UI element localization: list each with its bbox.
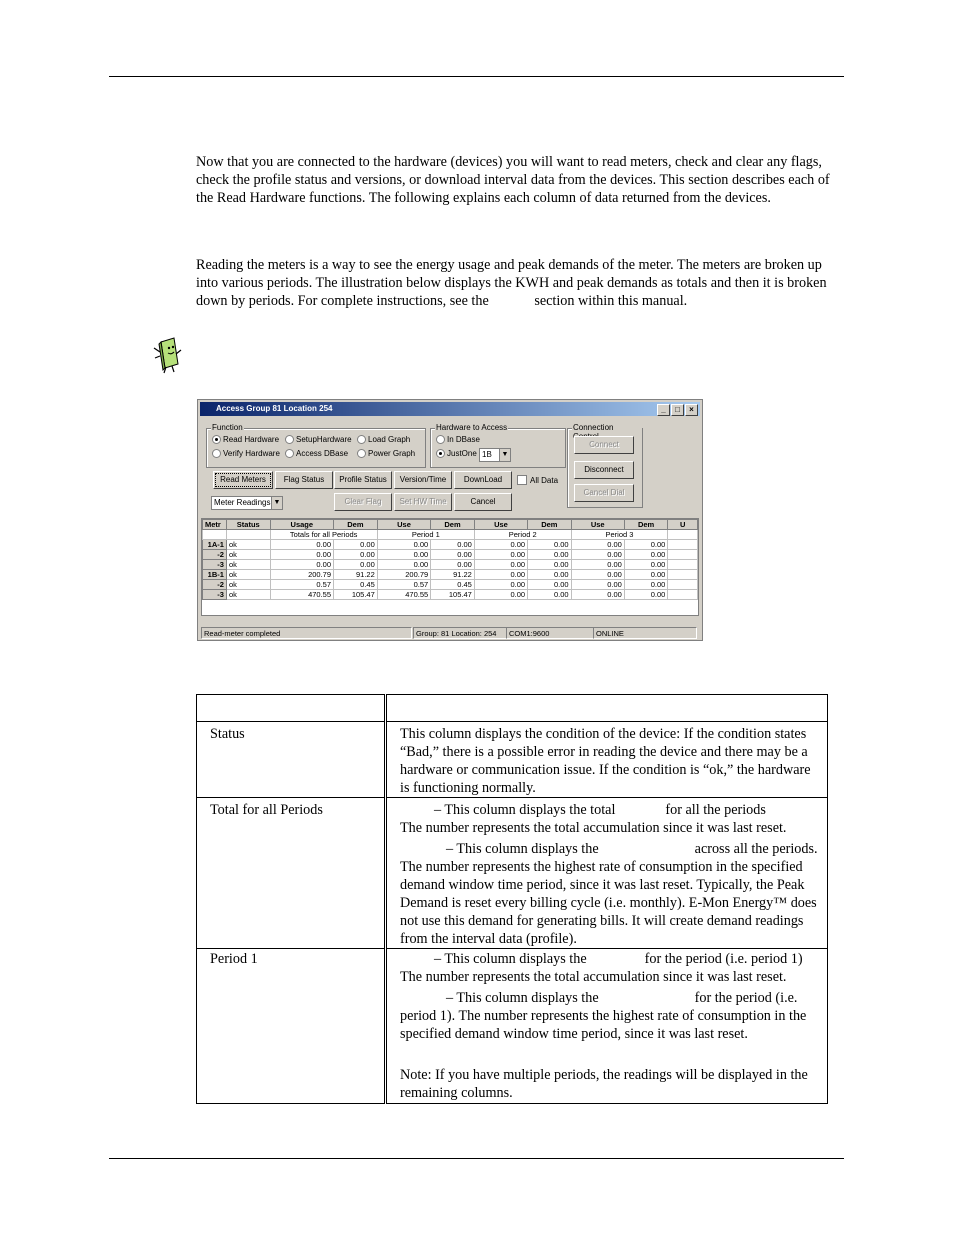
status-message: Read-meter completed xyxy=(201,627,412,639)
usage-cell: 0.00 xyxy=(474,560,527,570)
usage-cell: 0.00 xyxy=(474,570,527,580)
hardware-to-access-group: Hardware to Access In DBase JustOne 1B ▼ xyxy=(430,428,566,468)
usage-cell: 0.00 xyxy=(571,570,624,580)
status-cell: ok xyxy=(226,580,270,590)
read-meters-button[interactable]: Read Meters xyxy=(213,471,273,489)
column-description-table xyxy=(196,694,828,1104)
meter-readings-grid xyxy=(201,518,699,616)
maximize-icon[interactable]: □ xyxy=(671,404,684,416)
window-title: Access Group 81 Location 254 xyxy=(216,404,333,413)
status-cell: ok xyxy=(226,560,270,570)
demand-cell: 0.00 xyxy=(334,550,378,560)
grid-column-header[interactable]: U xyxy=(668,520,698,530)
demand-cell: 0.00 xyxy=(431,550,475,560)
usage-cell: 0.00 xyxy=(571,550,624,560)
usage-cell: 200.79 xyxy=(377,570,430,580)
overflow-cell xyxy=(668,540,698,550)
demand-cell: 0.00 xyxy=(528,570,572,580)
grid-data-row[interactable] xyxy=(203,550,698,560)
version-time-button[interactable]: Version/Time xyxy=(394,471,452,489)
view-select[interactable]: Meter Readings ▼ xyxy=(211,496,283,510)
demand-cell: 91.22 xyxy=(334,570,378,580)
table-row xyxy=(197,949,828,1104)
read-meters-paragraph: Reading the meters is a way to see the energy usage and peak demands of the meter. The meters are broken up into various periods. The illustration below displays the KWH and peak demands as totals and then it is broken down by periods. For complete instructions, see the section within this manual. xyxy=(196,257,827,309)
minimize-icon[interactable]: _ xyxy=(657,404,670,416)
period-3-subheader: Period 3 xyxy=(571,530,668,540)
usage-cell: 0.00 xyxy=(377,560,430,570)
row-description: – This column displays the total for all the periods The number represents the total accumulation since it was last reset. – This column displays the across all the periods. The number represents the highest rate of consumption in the specified demand window time period, since it was last reset. Typically, the Peak Demand is reset every billing cycle (i.e. monthly). E-Mon Energy™ does not use this demand for generating bills. It will create demand readings from the interval data (profile). xyxy=(386,798,828,949)
meter-id-cell: -2 xyxy=(203,580,227,590)
meter-id-cell: -2 xyxy=(203,550,227,560)
disconnect-button[interactable]: Disconnect xyxy=(574,461,634,479)
access-group-window xyxy=(197,399,703,641)
intro-paragraph: Now that you are connected to the hardware (devices) you will want to read meters, check and clear any flags, check the profile status and versions, or download interval data from the devices. This section describes each of the Read Hardware functions. The following explains each column of data returned from the devices. xyxy=(196,154,830,206)
demand-cell: 0.00 xyxy=(528,560,572,570)
all-data-checkbox[interactable]: All Data xyxy=(517,475,558,485)
demand-cell: 0.00 xyxy=(334,560,378,570)
demand-cell: 0.00 xyxy=(528,550,572,560)
row-description: – This column displays the for the period (i.e. period 1) The number represents the total accumulation since it was last reset. – This column displays the for the period (i.e. period 1). The number represents the highest rate of consumption in the specified demand window time period, since it was last reset. Note: If you have multiple periods, the readings will be displayed in the remaining columns. xyxy=(386,949,828,1104)
status-bar xyxy=(201,627,699,638)
grid-subheader-row xyxy=(203,530,698,540)
connection-control-group: Connection Connect Disconnect Cancel Dial xyxy=(567,428,643,508)
radio-load-graph[interactable]: Load Graph xyxy=(357,435,410,444)
grid-column-header[interactable]: Status xyxy=(226,520,270,530)
demand-cell: 0.00 xyxy=(431,560,475,570)
radio-access-dbase[interactable]: Access DBase xyxy=(285,449,348,458)
usage-cell: 200.79 xyxy=(270,570,333,580)
demand-cell: 0.00 xyxy=(624,590,668,600)
just-one-select[interactable]: 1B ▼ xyxy=(479,448,511,462)
demand-cell: 0.00 xyxy=(624,580,668,590)
flag-status-button[interactable]: Flag Status xyxy=(275,471,333,489)
window-titlebar xyxy=(200,402,700,416)
grid-data-row[interactable] xyxy=(203,540,698,550)
period-2-subheader: Period 2 xyxy=(474,530,571,540)
demand-cell: 0.00 xyxy=(624,570,668,580)
grid-column-header[interactable]: Use xyxy=(571,520,624,530)
overflow-cell xyxy=(668,550,698,560)
grid-header-row xyxy=(203,520,698,530)
status-com-port: COM1:9600 xyxy=(506,627,594,639)
radio-setup-hardware[interactable]: SetupHardware xyxy=(285,435,352,444)
radio-in-dbase[interactable]: In DBase xyxy=(436,435,480,444)
radio-just-one[interactable]: JustOne xyxy=(436,449,477,458)
grid-column-header[interactable]: Dem xyxy=(528,520,572,530)
radio-power-graph[interactable]: Power Graph xyxy=(357,449,415,458)
grid-column-header[interactable]: Dem xyxy=(334,520,378,530)
overflow-cell xyxy=(668,580,698,590)
profile-status-button[interactable]: Profile Status xyxy=(334,471,392,489)
usage-cell: 470.55 xyxy=(270,590,333,600)
demand-cell: 0.00 xyxy=(624,550,668,560)
usage-cell: 0.00 xyxy=(270,540,333,550)
demand-cell: 0.00 xyxy=(528,540,572,550)
demand-cell: 0.00 xyxy=(431,540,475,550)
status-cell: ok xyxy=(226,570,270,580)
clear-flag-button[interactable]: Clear Flag xyxy=(334,493,392,511)
totals-subheader: Totals for all Periods xyxy=(270,530,377,540)
demand-cell: 0.45 xyxy=(431,580,475,590)
usage-cell: 0.00 xyxy=(474,550,527,560)
overflow-cell xyxy=(668,560,698,570)
download-button[interactable]: DownLoad xyxy=(454,471,512,489)
table-row xyxy=(197,798,828,949)
row-description: This column displays the condition of the device: If the condition states “Bad,” there is a possible error in reading the device and there may be a hardware or communication issue. If the condition is “ok,” the hardware is functioning normally. xyxy=(386,722,828,798)
row-label: Total for all Periods xyxy=(197,798,386,949)
demand-cell: 0.00 xyxy=(528,580,572,590)
chevron-down-icon: ▼ xyxy=(271,497,282,509)
usage-cell: 0.00 xyxy=(474,580,527,590)
usage-cell: 470.55 xyxy=(377,590,430,600)
header-rule xyxy=(109,76,844,77)
usage-cell: 0.57 xyxy=(377,580,430,590)
status-online: ONLINE xyxy=(593,627,697,639)
demand-cell: 0.45 xyxy=(334,580,378,590)
usage-cell: 0.00 xyxy=(377,540,430,550)
status-group-location: Group: 81 Location: 254 xyxy=(413,627,507,639)
usage-cell: 0.57 xyxy=(270,580,333,590)
demand-cell: 105.47 xyxy=(431,590,475,600)
cancel-button[interactable]: Cancel xyxy=(454,493,512,511)
overflow-cell xyxy=(668,570,698,580)
footer-rule xyxy=(109,1158,844,1159)
usage-cell: 0.00 xyxy=(377,550,430,560)
demand-cell: 0.00 xyxy=(528,590,572,600)
grid-data-row[interactable] xyxy=(203,560,698,570)
period-1-subheader: Period 1 xyxy=(377,530,474,540)
grid-data-row[interactable] xyxy=(203,590,698,600)
status-cell: ok xyxy=(226,550,270,560)
grid-column-header[interactable]: Dem xyxy=(624,520,668,530)
usage-cell: 0.00 xyxy=(571,560,624,570)
close-icon[interactable]: × xyxy=(685,404,698,416)
row-label: Status xyxy=(197,722,386,798)
status-cell: ok xyxy=(226,540,270,550)
meter-id-cell: -3 xyxy=(203,590,227,600)
grid-column-header[interactable]: Usage xyxy=(270,520,333,530)
usage-cell: 0.00 xyxy=(571,590,624,600)
demand-cell: 105.47 xyxy=(334,590,378,600)
chevron-down-icon: ▼ xyxy=(499,449,510,461)
radio-read-hardware[interactable]: Read Hardware xyxy=(212,435,279,444)
demand-cell: 91.22 xyxy=(431,570,475,580)
usage-cell: 0.00 xyxy=(474,540,527,550)
grid-data-row[interactable] xyxy=(203,580,698,590)
demand-cell: 0.00 xyxy=(624,560,668,570)
grid-column-header[interactable]: Metr xyxy=(203,520,227,530)
radio-verify-hardware[interactable]: Verify Hardware xyxy=(212,449,280,458)
grid-column-header[interactable]: Dem xyxy=(431,520,475,530)
usage-cell: 0.00 xyxy=(270,550,333,560)
demand-cell: 0.00 xyxy=(334,540,378,550)
table-header-row xyxy=(197,695,828,722)
overflow-cell xyxy=(668,590,698,600)
row-label: Period 1 xyxy=(197,949,386,1104)
grid-column-header[interactable]: Use xyxy=(377,520,430,530)
status-cell: ok xyxy=(226,590,270,600)
usage-cell: 0.00 xyxy=(571,580,624,590)
grid-data-row[interactable] xyxy=(203,570,698,580)
usage-cell: 0.00 xyxy=(270,560,333,570)
usage-cell: 0.00 xyxy=(474,590,527,600)
table-row xyxy=(197,722,828,798)
grid-column-header[interactable]: Use xyxy=(474,520,527,530)
meter-id-cell: 1A-1 xyxy=(203,540,227,550)
usage-cell: 0.00 xyxy=(571,540,624,550)
set-hw-time-button[interactable]: Set HW Time xyxy=(394,493,452,511)
book-note-icon xyxy=(152,336,182,374)
demand-cell: 0.00 xyxy=(624,540,668,550)
meter-id-cell: -3 xyxy=(203,560,227,570)
cancel-dial-button[interactable]: Cancel Dial xyxy=(574,484,634,502)
function-group: Function Read Hardware SetupHardware Load Graph Verify Hardware Access DBase Power Graph xyxy=(206,428,426,468)
meter-id-cell: 1B-1 xyxy=(203,570,227,580)
connect-button[interactable]: Connect xyxy=(574,436,634,454)
